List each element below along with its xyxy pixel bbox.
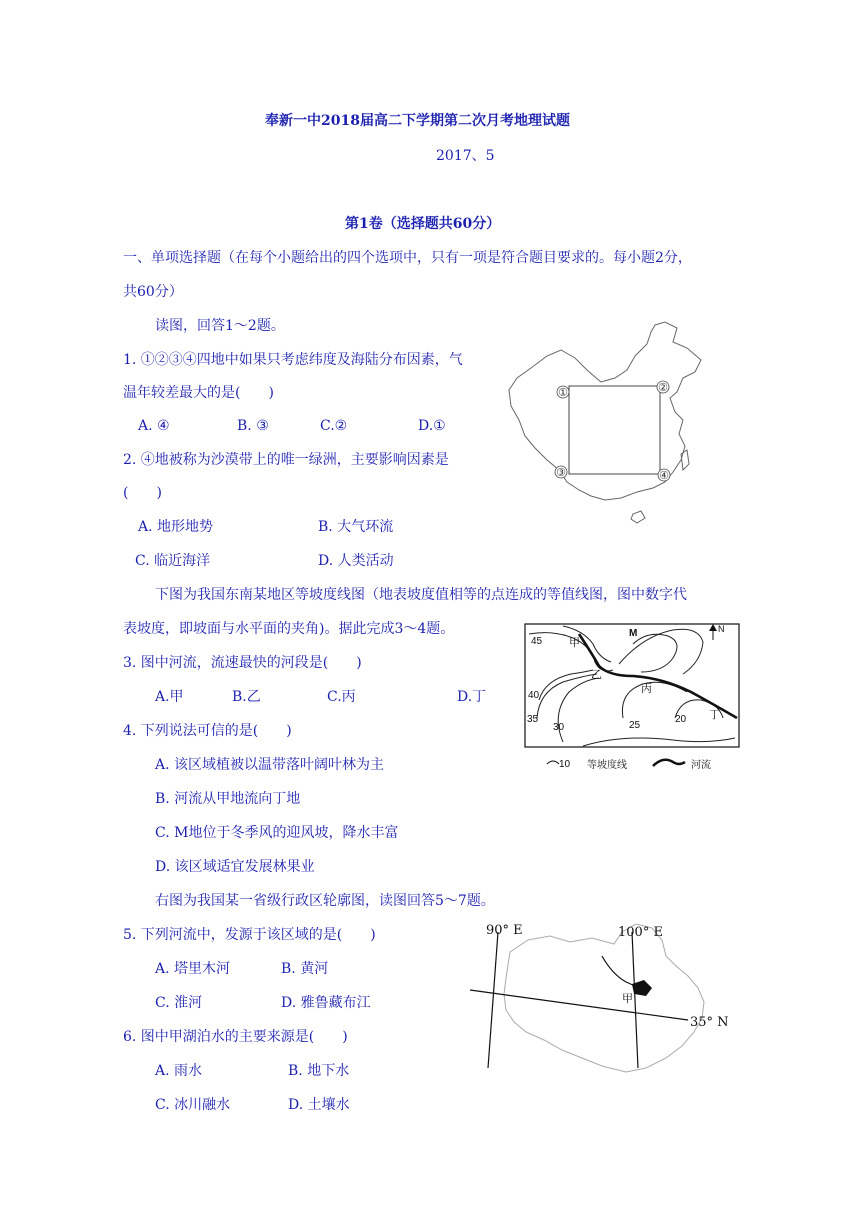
north-arrow-head xyxy=(709,624,717,631)
label-m: M xyxy=(629,628,638,639)
label-100e: 100° E xyxy=(618,925,663,940)
q5-option-d: D. 雅鲁藏布江 xyxy=(281,995,371,1011)
taiwan-island xyxy=(681,450,689,470)
map-marker-3: ③ xyxy=(556,466,566,479)
contour-line-30 xyxy=(558,678,599,742)
q5-option-b: B. 黄河 xyxy=(281,961,329,977)
label-45: 45 xyxy=(531,636,543,647)
q2-option-a: A. 地形地势 xyxy=(138,519,214,535)
q3-option-a: A.甲 xyxy=(155,689,184,705)
contour-line-b xyxy=(633,634,677,672)
map-marker-4: ④ xyxy=(659,469,669,482)
q3-option-d: D.丁 xyxy=(457,689,487,705)
q6-option-b: B. 地下水 xyxy=(288,1063,350,1079)
group1-intro: 读图，回答1～2题。 xyxy=(155,318,285,334)
label-35n: 35° N xyxy=(690,1015,729,1030)
q1-stem-line-2: 温年较差最大的是( ) xyxy=(123,385,274,401)
q4-option-c: C. M地位于冬季风的迎风坡，降水丰富 xyxy=(155,825,399,841)
province-outline xyxy=(504,924,704,1072)
label-bing: 丙 xyxy=(641,683,652,695)
map-marker-1: ① xyxy=(558,386,568,399)
label-jia: 甲 xyxy=(569,637,580,649)
region-rectangle xyxy=(569,386,660,474)
label-20: 20 xyxy=(675,714,687,725)
q1-option-d: D.① xyxy=(418,418,446,434)
instruction-line-1: 一、单项选择题（在每个小题给出的四个选项中，只有一项是符合题目要求的。每小题2分， xyxy=(123,250,692,266)
meridian-90e xyxy=(488,932,498,1068)
q4-option-b: B. 河流从甲地流向丁地 xyxy=(155,791,301,807)
q1-stem-line-1: 1. ①②③④四地中如果只考虑纬度及海陆分布因素，气 xyxy=(123,352,463,368)
river-line xyxy=(579,634,737,718)
label-yi: 乙 xyxy=(591,669,602,681)
map-label-jia: 甲 xyxy=(622,992,633,1005)
lake-jia xyxy=(632,980,652,996)
q2-stem-line-1: 2. ④地被称为沙漠带上的唯一绿洲，主要影响因素是 xyxy=(123,452,449,468)
q3-option-c: C.丙 xyxy=(327,689,356,705)
parallel-35n xyxy=(470,990,688,1020)
label-90e: 90° E xyxy=(486,923,523,938)
legend-contour-value: 10 xyxy=(559,759,571,770)
slope-contour-map-figure xyxy=(523,622,743,777)
q1-option-c: C.② xyxy=(320,418,348,434)
q3-stem: 3. 图中河流，流速最快的河段是( ) xyxy=(123,655,362,671)
q1-option-b: B. ③ xyxy=(237,418,269,434)
q2-option-d: D. 人类活动 xyxy=(318,553,394,569)
q2-option-c: C. 临近海洋 xyxy=(135,553,211,569)
q6-option-d: D. 土壤水 xyxy=(288,1097,350,1113)
label-30: 30 xyxy=(553,722,565,733)
label-35: 35 xyxy=(527,714,539,725)
legend-contour-sample xyxy=(547,761,559,764)
q5-option-a: A. 塔里木河 xyxy=(155,961,231,977)
q5-option-c: C. 淮河 xyxy=(155,995,203,1011)
section-title: 第1卷（选择题共60分） xyxy=(345,216,501,232)
q6-stem: 6. 图中甲湖泊水的主要来源是( ) xyxy=(123,1029,348,1045)
instruction-line-2: 共60分） xyxy=(123,284,183,300)
legend-river-label: 河流 xyxy=(691,760,711,771)
map-marker-2: ② xyxy=(658,381,668,394)
q4-option-a: A. 该区域植被以温带落叶阔叶林为主 xyxy=(155,757,385,773)
legend-contour-label: 等坡度线 xyxy=(587,760,627,771)
label-40: 40 xyxy=(528,690,540,701)
exam-title: 奉新一中2018届高二下学期第二次月考地理试题 xyxy=(265,113,570,129)
q2-stem-line-2: ( ) xyxy=(123,485,162,501)
legend-river-sample xyxy=(653,760,685,766)
q1-option-a: A. ④ xyxy=(138,418,170,434)
exam-date: 2017、5 xyxy=(436,148,495,164)
q6-option-c: C. 冰川融水 xyxy=(155,1097,231,1113)
q6-option-a: A. 雨水 xyxy=(155,1063,203,1079)
contour-line-bottom xyxy=(583,738,735,746)
label-north: N xyxy=(718,624,725,634)
q4-option-d: D. 该区域适宜发展林果业 xyxy=(155,859,315,875)
province-map-figure xyxy=(466,918,746,1078)
group2-intro-line-1: 下图为我国东南某地区等坡度线图（地表坡度值相等的点连成的等值线图，图中数字代 xyxy=(155,587,687,603)
group3-intro: 右图为我国某一省级行政区轮廓图，读图回答5～7题。 xyxy=(155,893,495,909)
group2-intro-line-2: 表坡度，即坡面与水平面的夹角)。据此完成3～4题。 xyxy=(123,621,455,637)
q2-option-b: B. 大气环流 xyxy=(318,519,394,535)
q3-option-b: B.乙 xyxy=(232,689,261,705)
hainan-island xyxy=(631,511,645,523)
label-ding: 丁 xyxy=(709,709,720,721)
q4-stem: 4. 下列说法可信的是( ) xyxy=(123,723,292,739)
china-map-figure xyxy=(505,320,705,530)
q5-stem: 5. 下列河流中，发源于该区域的是( ) xyxy=(123,927,376,943)
label-25: 25 xyxy=(629,720,641,731)
china-outline xyxy=(509,322,701,500)
